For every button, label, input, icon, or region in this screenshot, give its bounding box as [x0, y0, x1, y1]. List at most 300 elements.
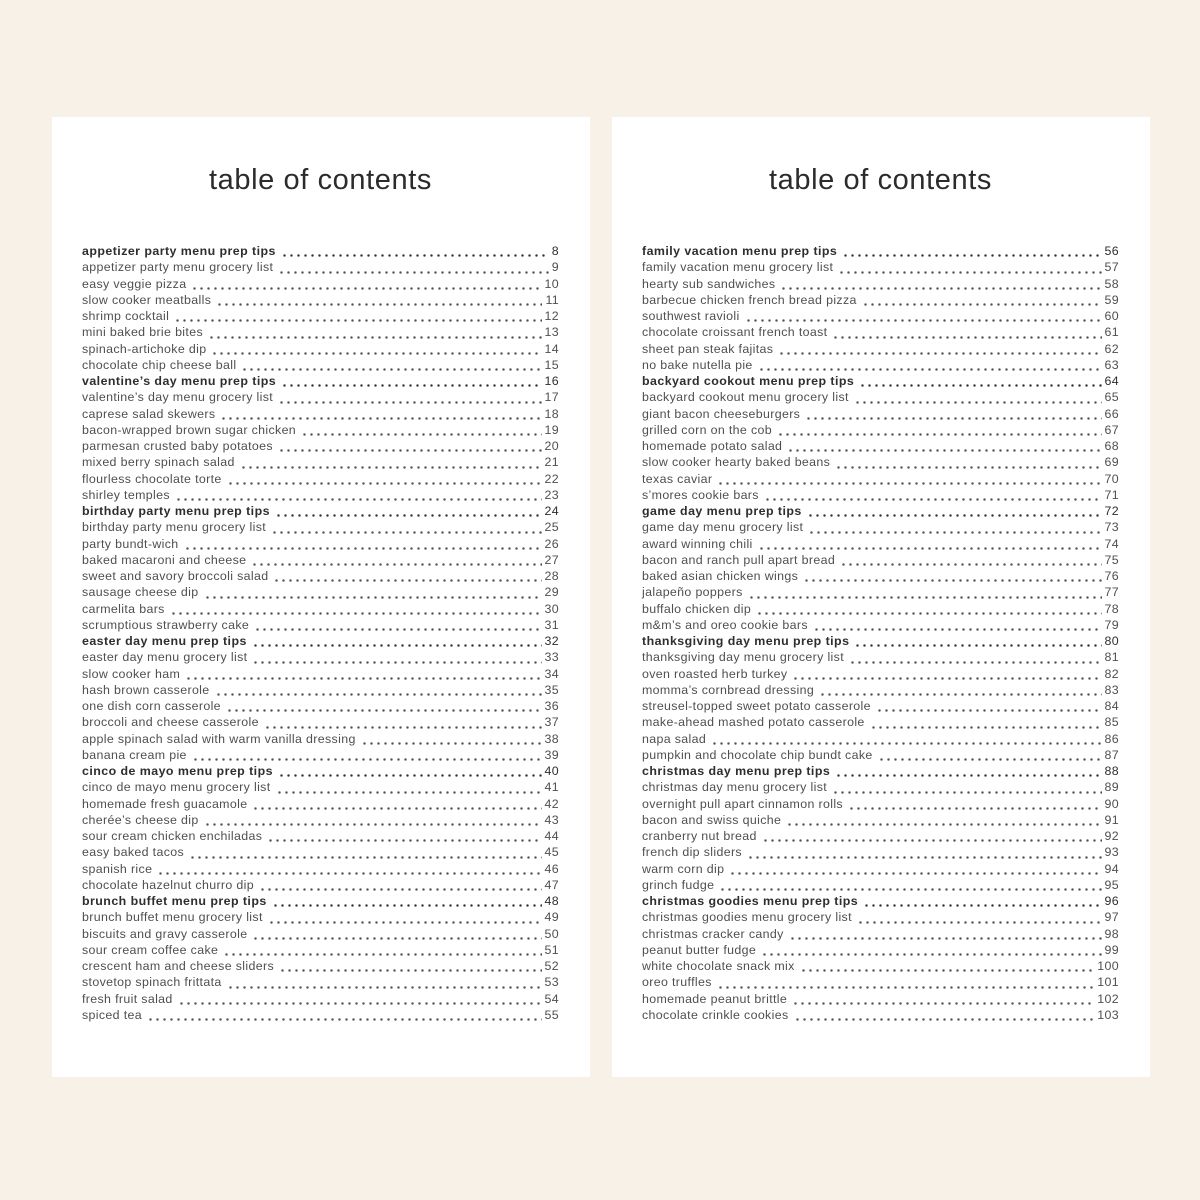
- toc-entry-label: chocolate croissant french toast: [642, 325, 828, 340]
- toc-entry: [642, 617, 1119, 633]
- dot-leader: [361, 734, 542, 746]
- dot-leader: [264, 718, 542, 730]
- dot-leader: [227, 978, 542, 990]
- dot-leader: [252, 653, 541, 665]
- toc-entry-label: giant bacon cheeseburgers: [642, 406, 801, 421]
- toc-entry-label: bacon and ranch pull apart bread: [642, 552, 836, 567]
- toc-entry-page-number: 94: [1104, 861, 1119, 876]
- toc-entry-label: party bundt-wich: [82, 536, 179, 551]
- toc-entry-label: texas caviar: [642, 471, 713, 486]
- toc-entry-label: hash brown casserole: [82, 682, 210, 697]
- toc-entry: [642, 747, 1119, 763]
- toc-entry-label: thanksgiving day menu prep tips: [642, 634, 850, 648]
- toc-entry-section: [82, 763, 559, 779]
- toc-entry-page-number: 81: [1104, 650, 1119, 665]
- toc-entry-page-number: 33: [544, 650, 559, 665]
- toc-entry-page-number: 32: [544, 634, 559, 648]
- dot-leader: [762, 831, 1102, 843]
- dot-leader: [792, 994, 1094, 1006]
- toc-entry-page-number: 16: [544, 374, 559, 388]
- toc-entry-section: [642, 503, 1119, 519]
- toc-entry-list-right: [642, 243, 1119, 1023]
- toc-entry: [82, 308, 559, 324]
- dot-leader: [835, 766, 1101, 778]
- toc-entry-page-number: 59: [1104, 292, 1119, 307]
- toc-entry-page-number: 55: [544, 1007, 559, 1022]
- dot-leader: [787, 441, 1101, 453]
- toc-entry-label: bacon and swiss quiche: [642, 812, 782, 827]
- toc-entry-label: carmelita bars: [82, 601, 165, 616]
- toc-entry-page-number: 78: [1104, 601, 1119, 616]
- dot-leader: [147, 1010, 542, 1022]
- toc-entry-page-number: 31: [544, 617, 559, 632]
- toc-entry: [82, 276, 559, 292]
- toc-entry-label: cinco de mayo menu grocery list: [82, 780, 271, 795]
- dot-leader: [786, 815, 1101, 827]
- toc-entry-page-number: 58: [1104, 276, 1119, 291]
- toc-entry-label: easter day menu prep tips: [82, 634, 247, 648]
- dot-leader: [848, 799, 1102, 811]
- dot-leader: [745, 311, 1102, 323]
- toc-entry-page-number: 92: [1104, 829, 1119, 843]
- toc-entry: [642, 958, 1119, 974]
- dot-leader: [792, 669, 1101, 681]
- dot-leader: [301, 425, 541, 437]
- dot-leader: [800, 961, 1095, 973]
- dot-leader: [711, 734, 1101, 746]
- dot-leader: [808, 523, 1101, 535]
- toc-entry-page-number: 83: [1104, 682, 1119, 697]
- toc-entry-label: cherée’s cheese dip: [82, 812, 199, 827]
- toc-entry-page-number: 46: [544, 861, 559, 876]
- toc-entry: [82, 666, 559, 682]
- toc-entry-page-number: 19: [544, 422, 559, 437]
- toc-entry: [82, 584, 559, 600]
- toc-entry: [82, 568, 559, 584]
- toc-entry-page-number: 9: [551, 260, 559, 275]
- dot-leader: [863, 896, 1101, 908]
- toc-entry-page-number: 74: [1104, 536, 1119, 551]
- toc-entry: [642, 341, 1119, 357]
- dot-leader: [862, 295, 1102, 307]
- toc-entry: [82, 649, 559, 665]
- toc-entry: [82, 958, 559, 974]
- toc-entry-label: momma’s cornbread dressing: [642, 682, 815, 697]
- toc-entry-section: [82, 633, 559, 649]
- dot-leader: [251, 555, 541, 567]
- toc-entry-page-number: 99: [1104, 942, 1119, 957]
- toc-entry-page-number: 42: [544, 796, 559, 811]
- dot-leader: [780, 279, 1101, 291]
- toc-entry: [82, 877, 559, 893]
- toc-entry: [82, 471, 559, 487]
- dot-leader: [819, 685, 1101, 697]
- toc-entry: [642, 877, 1119, 893]
- toc-entry-page-number: 44: [544, 829, 559, 843]
- dot-leader: [832, 328, 1101, 340]
- toc-entry: [82, 779, 559, 795]
- toc-entry-label: sour cream coffee cake: [82, 942, 219, 957]
- toc-entry-page-number: 21: [544, 455, 559, 470]
- toc-entry-label: homemade peanut brittle: [642, 991, 788, 1006]
- toc-entry-page-number: 97: [1104, 910, 1119, 925]
- toc-entry-label: homemade potato salad: [642, 439, 783, 453]
- toc-entry: [642, 422, 1119, 438]
- toc-entry-label: chocolate chip cheese ball: [82, 357, 237, 372]
- toc-entry: [82, 682, 559, 698]
- toc-entry: [82, 259, 559, 275]
- toc-entry-section: [82, 503, 559, 519]
- toc-entry-page-number: 79: [1104, 617, 1119, 632]
- dot-leader: [778, 344, 1101, 356]
- toc-entry-label: cranberry nut bread: [642, 829, 757, 843]
- toc-entry-page-number: 80: [1104, 634, 1119, 648]
- toc-entry: [642, 406, 1119, 422]
- toc-entry-page-number: 86: [1104, 731, 1119, 746]
- toc-entry-label: christmas goodies menu prep tips: [642, 894, 859, 908]
- toc-entry-page-number: 90: [1104, 796, 1119, 811]
- toc-entry-page-number: 72: [1104, 504, 1119, 518]
- toc-entry-list-left: [82, 243, 559, 1023]
- toc-entry: [642, 779, 1119, 795]
- toc-entry-page-number: 39: [544, 747, 559, 762]
- toc-entry-page-number: 85: [1104, 715, 1119, 730]
- toc-entry-page-number: 25: [544, 520, 559, 535]
- toc-entry-page-number: 73: [1104, 520, 1119, 535]
- dot-leader: [832, 783, 1101, 795]
- toc-entry: [642, 828, 1119, 844]
- toc-entry-label: award winning chili: [642, 536, 753, 551]
- toc-entry: [642, 438, 1119, 454]
- toc-entry-page-number: 89: [1104, 780, 1119, 795]
- toc-entry-page-number: 62: [1104, 341, 1119, 356]
- toc-entry: [82, 796, 559, 812]
- toc-entry-label: hearty sub sandwiches: [642, 276, 776, 291]
- toc-entry: [82, 438, 559, 454]
- toc-entry-page-number: 18: [544, 406, 559, 421]
- dot-leader: [204, 815, 542, 827]
- dot-leader: [878, 750, 1102, 762]
- dot-leader: [835, 458, 1101, 470]
- toc-entry-page-number: 101: [1097, 975, 1119, 990]
- toc-entry: [642, 454, 1119, 470]
- toc-entry-label: parmesan crusted baby potatoes: [82, 439, 273, 453]
- toc-entry: [82, 1007, 559, 1023]
- toc-entry-label: sour cream chicken enchiladas: [82, 829, 263, 843]
- toc-entry-label: appetizer party menu grocery list: [82, 260, 274, 275]
- toc-entry-page-number: 82: [1104, 666, 1119, 681]
- toc-entry-label: m&m’s and oreo cookie bars: [642, 617, 808, 632]
- toc-entry: [642, 308, 1119, 324]
- toc-entry-section: [642, 373, 1119, 389]
- toc-entry-label: s’mores cookie bars: [642, 487, 759, 502]
- dot-leader: [273, 571, 541, 583]
- dot-leader: [278, 766, 542, 778]
- dot-leader: [281, 376, 541, 388]
- toc-entry: [642, 649, 1119, 665]
- toc-entry-label: game day menu grocery list: [642, 520, 804, 535]
- dot-leader: [840, 555, 1101, 567]
- toc-entry-page-number: 84: [1104, 699, 1119, 713]
- dot-leader: [268, 913, 542, 925]
- toc-entry-label: shrimp cocktail: [82, 309, 170, 323]
- toc-entry-page-number: 71: [1104, 487, 1119, 502]
- dot-leader: [803, 571, 1101, 583]
- dot-leader: [876, 701, 1102, 713]
- dot-leader: [184, 539, 542, 551]
- toc-entry: [642, 259, 1119, 275]
- toc-entry-label: banana cream pie: [82, 747, 187, 762]
- toc-entry-label: jalapeño poppers: [642, 585, 743, 600]
- toc-entry-label: homemade fresh guacamole: [82, 796, 248, 811]
- toc-entry: [642, 601, 1119, 617]
- toc-entry-label: chocolate crinkle cookies: [642, 1007, 789, 1022]
- toc-entry-page-number: 41: [544, 780, 559, 795]
- toc-entry-label: valentine’s day menu grocery list: [82, 390, 274, 405]
- toc-entry-page-number: 37: [544, 715, 559, 730]
- toc-entry-label: crescent ham and cheese sliders: [82, 959, 274, 973]
- toc-entry: [82, 974, 559, 990]
- toc-entry-page-number: 77: [1104, 585, 1119, 600]
- toc-entry-page-number: 69: [1104, 455, 1119, 470]
- dot-leader: [813, 620, 1102, 632]
- toc-entry-label: slow cooker hearty baked beans: [642, 455, 831, 470]
- dot-leader: [717, 474, 1101, 486]
- toc-entry: [642, 1007, 1119, 1023]
- toc-entry-label: brunch buffet menu prep tips: [82, 894, 267, 908]
- toc-entry-label: slow cooker ham: [82, 666, 181, 681]
- toc-entry: [82, 422, 559, 438]
- toc-entry-page-number: 67: [1104, 422, 1119, 437]
- toc-entry-section: [82, 893, 559, 909]
- dot-leader: [859, 376, 1101, 388]
- toc-entry-label: thanksgiving day menu grocery list: [642, 650, 844, 665]
- toc-entry-page-number: 88: [1104, 764, 1119, 778]
- toc-entry-label: chocolate hazelnut churro dip: [82, 877, 255, 892]
- toc-entry: [642, 926, 1119, 942]
- toc-entry-page-number: 35: [544, 682, 559, 697]
- dot-leader: [259, 880, 541, 892]
- toc-entry-page-number: 60: [1104, 309, 1119, 323]
- dot-leader: [208, 328, 542, 340]
- toc-entry-page-number: 66: [1104, 406, 1119, 421]
- toc-entry: [82, 406, 559, 422]
- toc-entry-page-number: 52: [544, 959, 559, 973]
- toc-entry-label: french dip sliders: [642, 845, 742, 860]
- toc-entry-label: birthday party menu grocery list: [82, 520, 267, 535]
- toc-entry-page-number: 91: [1104, 812, 1119, 827]
- toc-entry: [82, 454, 559, 470]
- toc-entry-page-number: 87: [1104, 747, 1119, 762]
- dot-leader: [717, 978, 1095, 990]
- dot-leader: [252, 636, 542, 648]
- dot-leader: [189, 848, 541, 860]
- toc-entry: [642, 666, 1119, 682]
- toc-entry-label: christmas cracker candy: [642, 926, 784, 941]
- toc-entry-label: streusel-topped sweet potato casserole: [642, 699, 871, 713]
- toc-entry-page-number: 34: [544, 666, 559, 681]
- toc-entry: [642, 731, 1119, 747]
- toc-entry: [82, 698, 559, 714]
- dot-leader: [761, 945, 1101, 957]
- toc-entry: [82, 552, 559, 568]
- toc-entry-label: christmas day menu prep tips: [642, 764, 831, 778]
- toc-entry: [82, 991, 559, 1007]
- dot-leader: [279, 961, 542, 973]
- dot-leader: [842, 246, 1101, 258]
- toc-entry-label: sweet and savory broccoli salad: [82, 569, 269, 583]
- toc-entry-page-number: 50: [544, 926, 559, 941]
- toc-entry-page-number: 75: [1104, 552, 1119, 567]
- toc-entry-label: broccoli and cheese casserole: [82, 715, 259, 730]
- toc-entry: [642, 276, 1119, 292]
- dot-leader: [805, 409, 1101, 421]
- toc-entry-label: barbecue chicken french bread pizza: [642, 292, 857, 307]
- toc-entry: [642, 714, 1119, 730]
- toc-entry: [82, 536, 559, 552]
- toc-entry: [82, 828, 559, 844]
- toc-entry-label: grilled corn on the cob: [642, 422, 772, 437]
- toc-entry-page-number: 8: [551, 244, 559, 258]
- toc-entry-label: christmas day menu grocery list: [642, 780, 828, 795]
- toc-entry-label: caprese salad skewers: [82, 406, 216, 421]
- toc-entry-page-number: 56: [1104, 244, 1119, 258]
- toc-entry: [642, 584, 1119, 600]
- dot-leader: [254, 620, 541, 632]
- toc-entry-label: family vacation menu grocery list: [642, 260, 834, 275]
- toc-entry-section: [642, 243, 1119, 259]
- toc-entry: [82, 861, 559, 877]
- toc-entry-page-number: 63: [1104, 357, 1119, 372]
- dot-leader: [267, 831, 541, 843]
- toc-entry-page-number: 43: [544, 812, 559, 827]
- toc-entry: [82, 714, 559, 730]
- dot-leader: [252, 799, 541, 811]
- toc-entry-label: overnight pull apart cinnamon rolls: [642, 796, 843, 811]
- toc-entry-label: oven roasted herb turkey: [642, 666, 788, 681]
- dot-leader: [764, 490, 1102, 502]
- toc-entry: [642, 292, 1119, 308]
- dot-leader: [157, 864, 541, 876]
- toc-entry: [82, 292, 559, 308]
- dot-leader: [719, 880, 1101, 892]
- toc-entry: [82, 324, 559, 340]
- dot-leader: [204, 588, 542, 600]
- dot-leader: [807, 506, 1102, 518]
- toc-entry-page-number: 23: [544, 487, 559, 502]
- toc-entry: [642, 682, 1119, 698]
- toc-entry-page-number: 12: [544, 309, 559, 323]
- dot-leader: [758, 360, 1102, 372]
- toc-entry: [642, 991, 1119, 1007]
- toc-entry-page-number: 29: [544, 585, 559, 600]
- toc-entry-label: mixed berry spinach salad: [82, 455, 235, 470]
- toc-entry: [642, 324, 1119, 340]
- toc-entry-page-number: 10: [544, 276, 559, 291]
- dot-leader: [241, 360, 541, 372]
- toc-entry-label: mini baked brie bites: [82, 325, 203, 340]
- dot-leader: [729, 864, 1101, 876]
- dot-leader: [227, 474, 542, 486]
- toc-entry: [642, 389, 1119, 405]
- toc-entry-label: fresh fruit salad: [82, 991, 173, 1006]
- dot-leader: [275, 506, 542, 518]
- toc-entry-label: bacon-wrapped brown sugar chicken: [82, 422, 297, 437]
- toc-entry: [82, 389, 559, 405]
- toc-entry-page-number: 61: [1104, 325, 1119, 340]
- toc-entry-label: white chocolate snack mix: [642, 959, 795, 973]
- toc-entry: [642, 536, 1119, 552]
- toc-entry-section: [642, 763, 1119, 779]
- toc-entry-page-number: 49: [544, 910, 559, 925]
- toc-entry-page-number: 51: [544, 942, 559, 957]
- toc-entry-page-number: 20: [544, 439, 559, 453]
- dot-leader: [192, 750, 542, 762]
- dot-leader: [849, 653, 1102, 665]
- dot-leader: [870, 718, 1102, 730]
- toc-entry: [82, 617, 559, 633]
- toc-entry: [82, 909, 559, 925]
- dot-leader: [857, 913, 1102, 925]
- toc-entry: [82, 487, 559, 503]
- toc-entry-label: family vacation menu prep tips: [642, 244, 838, 258]
- toc-entry: [82, 357, 559, 373]
- toc-entry-page-number: 64: [1104, 374, 1119, 388]
- toc-entry: [82, 519, 559, 535]
- dot-leader: [271, 523, 541, 535]
- toc-entry-label: valentine’s day menu prep tips: [82, 374, 277, 388]
- dot-leader: [789, 929, 1102, 941]
- toc-entry-label: easy veggie pizza: [82, 276, 187, 291]
- dot-leader: [272, 896, 542, 908]
- page-title: table of contents: [768, 164, 992, 196]
- toc-entry-label: christmas goodies menu grocery list: [642, 910, 852, 925]
- toc-entry-page-number: 76: [1104, 569, 1119, 583]
- toc-entry-label: game day menu prep tips: [642, 504, 802, 518]
- toc-entry-page-number: 17: [544, 390, 559, 405]
- toc-entry: [82, 812, 559, 828]
- dot-leader: [211, 344, 541, 356]
- toc-entry-label: sheet pan steak fajitas: [642, 341, 774, 356]
- toc-entry-label: spanish rice: [82, 861, 153, 876]
- toc-entry-page-number: 98: [1104, 926, 1119, 941]
- toc-entry: [642, 357, 1119, 373]
- dot-leader: [223, 945, 541, 957]
- page-title: table of contents: [208, 164, 432, 196]
- dot-leader: [185, 669, 541, 681]
- toc-entry: [642, 471, 1119, 487]
- toc-entry-label: cinco de mayo menu prep tips: [82, 764, 273, 778]
- toc-entry: [82, 341, 559, 357]
- toc-entry: [82, 731, 559, 747]
- toc-entry-page-number: 28: [544, 569, 559, 583]
- toc-entry-label: backyard cookout menu grocery list: [642, 390, 849, 405]
- toc-entry-page-number: 26: [544, 536, 559, 551]
- toc-entry-label: backyard cookout menu prep tips: [642, 374, 855, 388]
- toc-page-right: [612, 117, 1150, 1077]
- toc-entry-label: pumpkin and chocolate chip bundt cake: [642, 747, 873, 762]
- toc-entry-label: appetizer party menu prep tips: [82, 244, 276, 258]
- toc-entry-label: peanut butter fudge: [642, 942, 757, 957]
- toc-entry-page-number: 14: [544, 341, 559, 356]
- toc-entry-label: shirley temples: [82, 487, 170, 502]
- toc-entry-page-number: 48: [544, 894, 559, 908]
- toc-entry-label: grinch fudge: [642, 877, 715, 892]
- toc-entry: [642, 812, 1119, 828]
- toc-entry-page-number: 11: [545, 292, 559, 307]
- dot-leader: [175, 490, 542, 502]
- dot-leader: [747, 848, 1102, 860]
